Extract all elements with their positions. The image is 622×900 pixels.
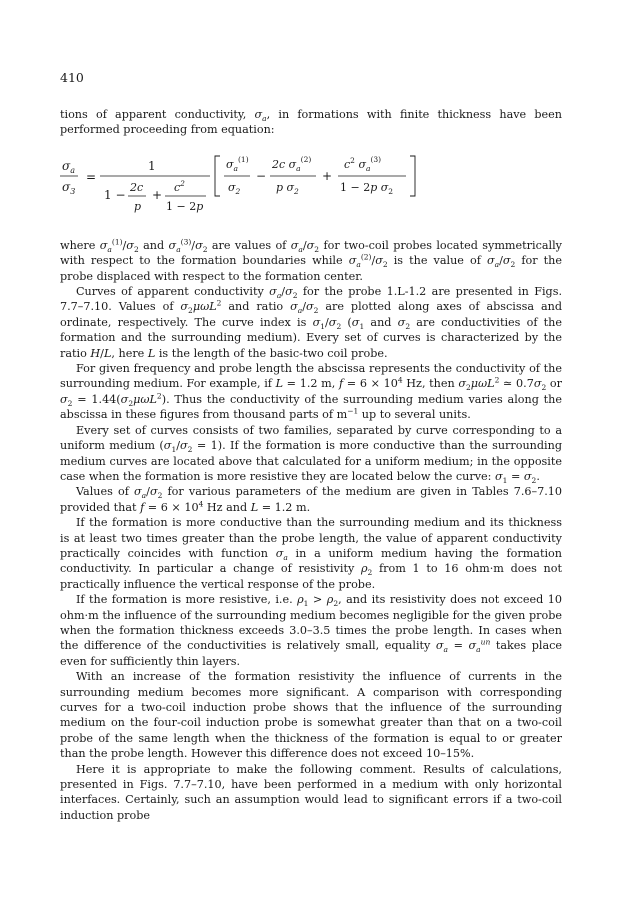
eq-den-plus: + bbox=[152, 187, 163, 202]
eq-lhs-numerator: $\sigma_a$ bbox=[62, 158, 75, 175]
page-number: 410 bbox=[60, 70, 84, 85]
eq-plus: + bbox=[322, 168, 333, 183]
paragraph-families: Every set of curves consists of two families, separated by curve corresponding to a uniform medium $(\sigma_1/\sigma_2 = 1)$. If the formation is more conductive than the surrounding medium curves are located above that calculated for a uniform medium; in the opposite case when the formation is more resistive they are located below the curve: $\sigma_1 = \sigma_2$. bbox=[60, 423, 562, 486]
eq-frac1-den: p bbox=[134, 199, 142, 213]
eq-right-bracket bbox=[410, 156, 415, 196]
paragraph-intro: tions of apparent conductivity, $\sigma_a$, in formations with finite thickness have been performed proceeding from equation: bbox=[60, 108, 562, 137]
paragraph-comment: Here it is appropriate to make the following comment. Results of calculations, presented in Figs. 7.7–7.10, have been performed in a medium with only horizontal interfaces. Certainly, such an assumption would lead to significant errors if a two-coil induction probe bbox=[60, 762, 562, 822]
eq-equals: = bbox=[86, 169, 97, 184]
eq-term2-den: p $\sigma_2$ bbox=[276, 180, 299, 196]
paragraph-resistive: If the formation is more resistive, i.e. $\rho_1 > \rho_2$, and its resistivity does not exceed 10 ohm·m the influence of the surrounding medium becomes negligible for the given probe when the formation thickness exceeds 3.0–3.5 times the probe length. In cases when the difference of the conductivities is relatively small, equality $\sigma_a = \sigma_a^{un}$ takes place even for sufficiently thin layers. bbox=[60, 593, 562, 668]
page-body bbox=[60, 107, 562, 823]
equation-graphic bbox=[60, 144, 562, 236]
paragraph-tables: Values of $\sigma_a/\sigma_2$ for various parameters of the medium are given in Tables 7.6–7.10 provided that $f = 6 \times 10^4$ Hz and L = 1.2 m. bbox=[60, 485, 562, 514]
paragraph-conductive: If the formation is more conductive than the surrounding medium and its thickness is at least two times greater than the probe length, the value of apparent conductivity practically coincides with function $\sigma_a$ in a uniform medium having the formation conductivity. In particular a change of resistivity $\rho_2$ from 1 to 16 ohm·m does not practically influence the vertical response of the probe. bbox=[60, 516, 562, 591]
eq-prefactor-den-one: 1 − bbox=[104, 187, 126, 202]
eq-lhs-denominator: $\sigma_3$ bbox=[62, 179, 76, 196]
paragraph-curves: Curves of apparent conductivity $\sigma_a/\sigma_2$ for the probe 1.L-1.2 are presented in Figs. 7.7–7.10. Values of $\sigma_2\mu\omega L^2$ and ratio $\sigma_a/\sigma_2$ are plotted along axes of abscissa and ordinate, respectively. The curve index is $\sigma_1/\sigma_2$ ($\sigma_1$ and $\sigma_2$ are conductivities of the formation and the surrounding medium). Every set of curves is characterized by the ratio H/L, here L is the length of the basic-two coil probe. bbox=[60, 285, 562, 360]
equation bbox=[60, 144, 562, 236]
eq-term1-den: $\sigma_2$ bbox=[228, 180, 241, 196]
eq-prefactor-numerator: 1 bbox=[148, 158, 156, 173]
paragraph-frequency: For given frequency and probe length the abscissa represents the conductivity of the surrounding medium. For example, if L = 1.2 m, $f = 6 \times 10^4$ Hz, then $\sigma_2\mu\omega L^2$ ≃ $0.7\sigma_2$ or $\sigma_2 = 1.44(\sigma_2\mu\omega L^2)$. Thus the conductivity of the surrounding medium varies along the abscissa in these figures from thousand parts of $m^{-1}$ up to several units. bbox=[60, 362, 563, 422]
eq-term1-num: $\sigma_a^{(1)}$ bbox=[226, 154, 249, 173]
paragraph-increase: With an increase of the formation resistivity the influence of currents in the surrounding medium becomes more significant. A comparison with corresponding curves for a two-coil induction probe shows that the influence of the surrounding medium on the four-coil induction probe is somewhat greater than that on a two-coil probe of the same length when the thickness of the formation is equal to or greater than the probe length. However this difference does not exceed 10–15%. bbox=[60, 670, 562, 761]
eq-left-bracket bbox=[215, 156, 220, 196]
eq-frac2-num: $c^2$ bbox=[174, 178, 185, 194]
eq-term3-num: $c^2$ $\sigma_a^{(3)}$ bbox=[344, 154, 382, 173]
eq-term3-den: 1 − 2p $\sigma_2$ bbox=[340, 180, 394, 196]
eq-term2-num: 2c $\sigma_a^{(2)}$ bbox=[272, 154, 312, 173]
eq-frac1-num: 2c bbox=[130, 180, 144, 194]
eq-frac2-den: 1 − 2p bbox=[166, 199, 204, 213]
paragraph-where: where $\sigma_a^{(1)}/\sigma_2$ and $\sigma_a^{(3)}/\sigma_2$ are values of $\sigma_a/\sigma_2$ for two-coil probes located symmetrically with respect to the formation boundaries while $\sigma_a^{(2)}/\sigma_2$ is the value of $\sigma_a/\sigma_2$ for the probe displaced with respect to the formation center. bbox=[60, 237, 562, 283]
eq-minus: − bbox=[256, 168, 267, 183]
